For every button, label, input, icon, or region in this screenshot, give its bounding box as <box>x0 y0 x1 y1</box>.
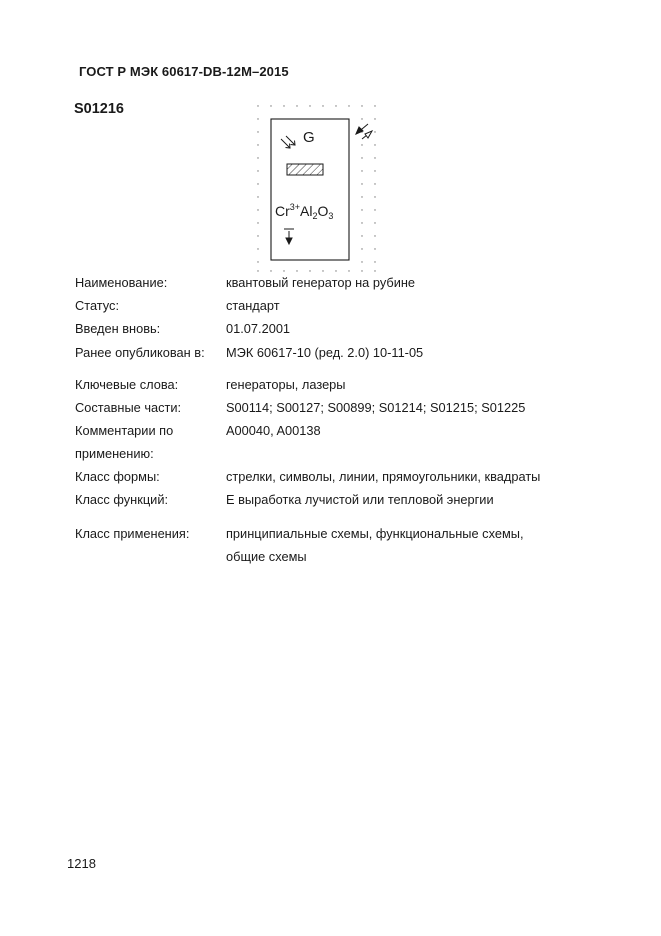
field-status-value: стандарт <box>226 298 280 313</box>
grid-dot <box>257 209 258 210</box>
grid-dot <box>361 261 362 262</box>
grid-dot <box>257 248 258 249</box>
field-parts-label: Составные части: <box>75 400 182 415</box>
grid-dot <box>361 157 362 158</box>
grid-dot <box>361 209 362 210</box>
grid-dot <box>374 157 375 158</box>
grid-dot <box>361 105 362 106</box>
formula-cr: Cr <box>275 203 290 219</box>
formula-sup: 3+ <box>289 202 301 212</box>
field-application-class-label: Класс применения: <box>75 526 190 541</box>
grid-dot <box>257 261 258 262</box>
crystal-hatched-rect <box>287 164 323 175</box>
field-introduced <box>75 317 595 340</box>
field-status <box>75 294 595 317</box>
grid-dot <box>361 248 362 249</box>
field-comments-label-line1: Комментарии по <box>75 423 174 438</box>
grid-dot <box>257 118 258 119</box>
grid-dot <box>374 248 375 249</box>
field-function-class-value: E выработка лучистой или тепловой энергии <box>226 492 494 507</box>
grid-dot <box>257 222 258 223</box>
field-application-class <box>75 522 595 568</box>
field-parts-value: S00114; S00127; S00899; S01214; S01215; S01225 <box>226 400 526 415</box>
field-comments-value: A00040, A00138 <box>226 423 321 438</box>
grid-dot <box>374 183 375 184</box>
grid-dot <box>257 170 258 171</box>
symbol-code: S01216 <box>74 101 124 117</box>
grid-dot <box>348 105 349 106</box>
label-g: G <box>303 129 315 146</box>
grid-dot <box>296 105 297 106</box>
grid-dot <box>257 196 258 197</box>
formula-sub3: 3 <box>328 211 334 221</box>
field-keywords <box>75 373 595 396</box>
grid-dot <box>335 105 336 106</box>
field-comments <box>75 419 595 465</box>
grid-dot <box>361 222 362 223</box>
field-function-class <box>75 488 595 511</box>
grid-dot <box>322 105 323 106</box>
incoming-radiation-arrows <box>281 136 295 148</box>
field-form-class <box>75 465 595 488</box>
grid-dot <box>361 118 362 119</box>
field-keywords-value: генераторы, лазеры <box>226 377 346 392</box>
output-arrow <box>284 229 294 244</box>
grid-dot <box>374 118 375 119</box>
grid-dot <box>374 196 375 197</box>
grid-dot <box>283 105 284 106</box>
grid-dot <box>374 170 375 171</box>
document-header: ГОСТ Р МЭК 60617-DB-12M–2015 <box>79 64 289 79</box>
outgoing-radiation-arrow <box>356 124 372 139</box>
field-introduced-value: 01.07.2001 <box>226 321 291 336</box>
formula-text <box>275 202 333 221</box>
grid-dot <box>257 144 258 145</box>
formula-o: O <box>317 203 329 219</box>
grid-dot <box>361 183 362 184</box>
field-name <box>75 271 595 294</box>
field-published <box>75 341 595 364</box>
field-application-class-value <box>226 522 595 568</box>
field-application-class-value-line2: общие схемы <box>226 549 307 564</box>
field-application-class-value-line1: принципиальные схемы, функциональные схемы, <box>226 526 524 541</box>
field-comments-label <box>75 419 226 465</box>
grid-dot <box>374 235 375 236</box>
field-form-class-value: стрелки, символы, линии, прямоугольники, квадраты <box>226 469 541 484</box>
field-status-label: Статус: <box>75 298 120 313</box>
field-name-value: квантовый генератор на рубине <box>226 275 416 290</box>
formula-sub2: 2 <box>312 211 318 221</box>
grid-dot <box>374 105 375 106</box>
ruby-laser-symbol <box>250 100 385 275</box>
field-function-class-label: Класс функций: <box>75 492 169 507</box>
grid-dot <box>270 105 271 106</box>
grid-dot <box>374 144 375 145</box>
field-name-label: Наименование: <box>75 275 168 290</box>
field-form-class-label: Класс формы: <box>75 469 160 484</box>
grid-dot <box>361 235 362 236</box>
grid-dot <box>374 261 375 262</box>
grid-dot <box>361 170 362 171</box>
grid-dot <box>374 131 375 132</box>
field-published-value: МЭК 60617-10 (ред. 2.0) 10-11-05 <box>226 345 424 360</box>
grid-dot <box>361 196 362 197</box>
field-keywords-label: Ключевые слова: <box>75 377 179 392</box>
grid-dot <box>361 144 362 145</box>
grid-dot <box>309 105 310 106</box>
grid-dot <box>257 131 258 132</box>
field-introduced-label: Введен вновь: <box>75 321 161 336</box>
grid-dot <box>374 222 375 223</box>
grid-dot <box>257 235 258 236</box>
grid-dot <box>257 157 258 158</box>
formula-al: Al <box>300 203 313 219</box>
field-published-label: Ранее опубликован в: <box>75 345 205 360</box>
grid-dot <box>374 209 375 210</box>
field-parts <box>75 396 595 419</box>
page-number: 1218 <box>67 856 96 871</box>
field-comments-label-line2: применению: <box>75 446 154 461</box>
grid-dot <box>257 105 258 106</box>
grid-dot <box>257 183 258 184</box>
